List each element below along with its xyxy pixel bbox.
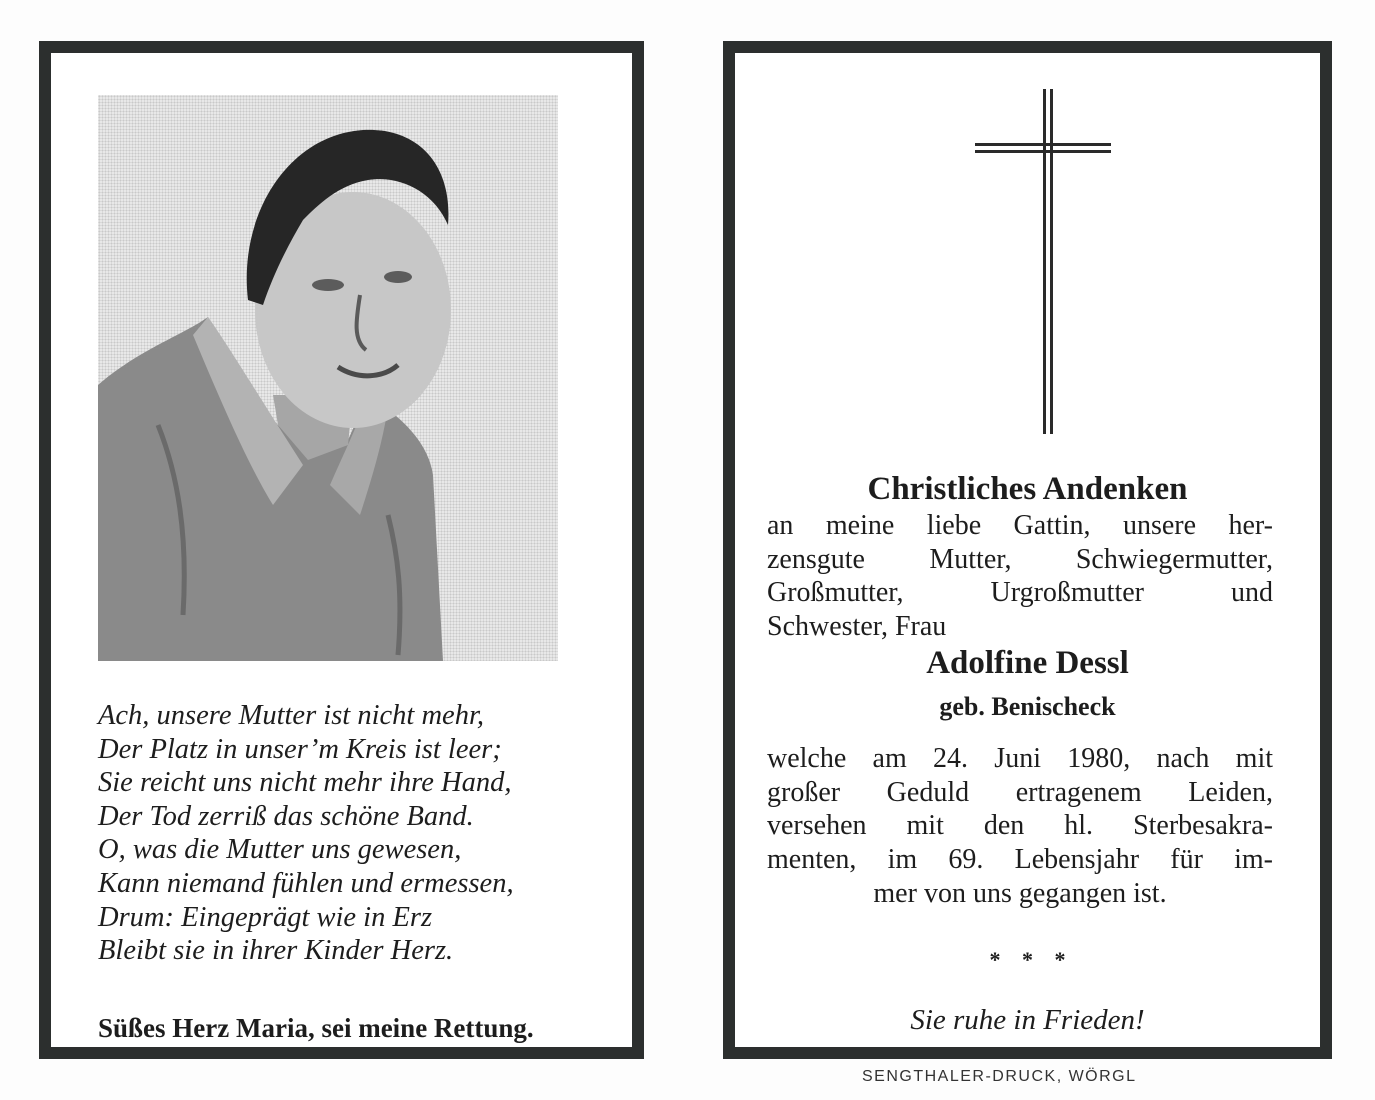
poem-line: Ach, unsere Mutter ist nicht mehr, [98, 700, 485, 731]
dedication-line: zensgute Mutter, Schwiegermutter, [767, 543, 1273, 575]
printer-imprint: SENGTHALER-DRUCK, WÖRGL [862, 1068, 1137, 1085]
memorial-card-right [723, 41, 1332, 1059]
notice-line: menten, im 69. Lebensjahr für im- [767, 844, 1273, 876]
portrait-photo [98, 95, 558, 661]
poem-line: Der Tod zerriß das schöne Band. [98, 800, 474, 832]
deceased-name: Adolfine Dessl [926, 645, 1129, 681]
poem-line: Drum: Eingeprägt wie in Erz [98, 901, 433, 933]
poem-line: O, was die Mutter uns gewesen, [98, 834, 462, 866]
death-notice-text [767, 742, 1273, 911]
card-title: Christliches Andenken [867, 471, 1188, 507]
portrait-illustration [98, 95, 558, 661]
notice-line: welche am 24. Juni 1980, nach mit [767, 743, 1273, 774]
maiden-name: geb. Benischeck [939, 692, 1116, 721]
cross-icon [975, 89, 1115, 434]
dedication-text [767, 509, 1273, 644]
poem-line: Kann niemand fühlen und ermessen, [98, 867, 514, 899]
prayer-line: Süßes Herz Maria, sei meine Rettung. [98, 1013, 534, 1043]
notice-line: großer Geduld ertragenem Leiden, [767, 776, 1273, 808]
dedication-line: Großmutter, Urgroßmutter und [767, 577, 1273, 609]
memorial-card-left [39, 41, 644, 1059]
star-separator: * * * [989, 947, 1074, 972]
notice-line: versehen mit den hl. Sterbesakra- [767, 810, 1273, 842]
poem-line: Der Platz in unser’m Kreis ist leer; [98, 733, 502, 765]
dedication-line: an meine liebe Gattin, unsere her- [767, 510, 1273, 541]
poem-line: Sie reicht uns nicht mehr ihre Hand, [98, 767, 512, 799]
dedication-line: Schwester, Frau [767, 611, 947, 643]
poem-line: Bleibt sie in ihrer Kinder Herz. [98, 935, 454, 967]
notice-line: mer von uns gegangen ist. [873, 877, 1167, 909]
closing-line: Sie ruhe in Frieden! [910, 1004, 1145, 1036]
memorial-poem [98, 699, 618, 968]
